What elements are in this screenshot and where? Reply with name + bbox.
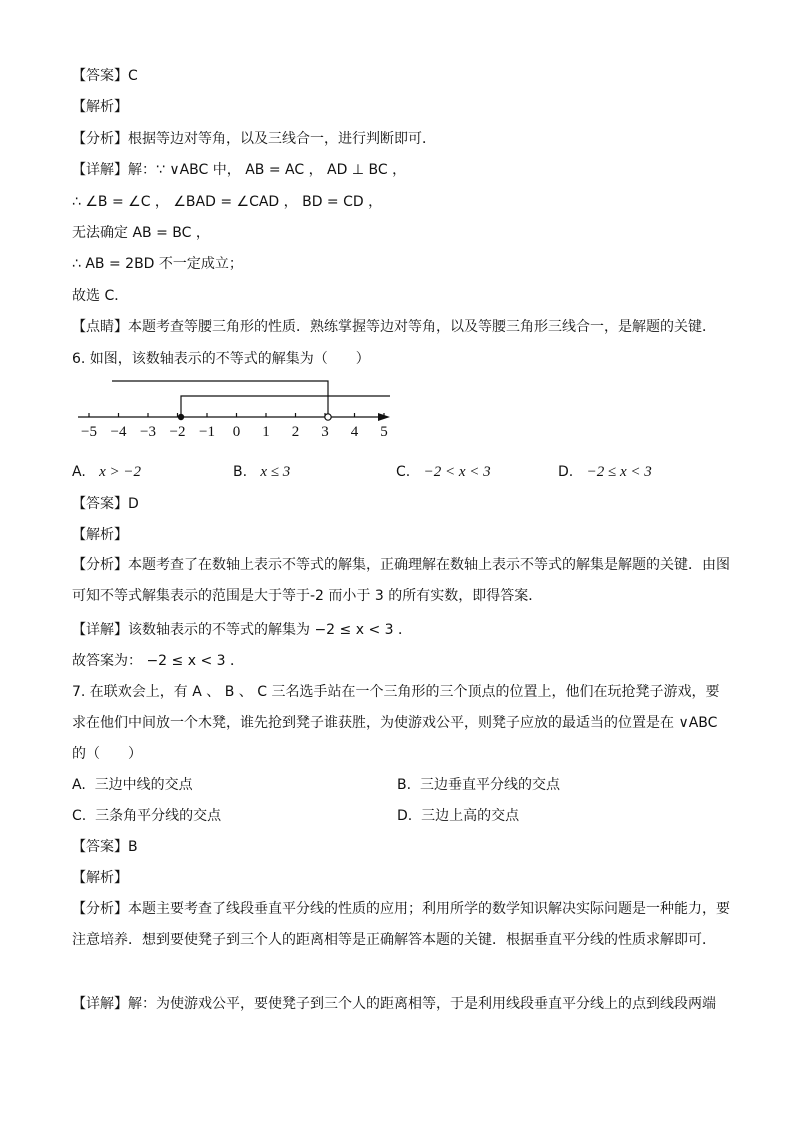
- q6-option-c-label: C.: [396, 464, 411, 480]
- tick-label: −5: [81, 424, 97, 440]
- tick-label: 4: [350, 424, 359, 440]
- q7-answer: 【答案】B: [72, 839, 138, 855]
- number-line-figure: [78, 374, 408, 444]
- q6-option-a-label: A.: [72, 464, 86, 480]
- tick-label: 5: [380, 424, 388, 440]
- q7-detail: 【详解】解：为使游戏公平，要使凳子到三个人的距离相等，于是利用线段垂直平分线上的点到线段两端: [72, 996, 716, 1012]
- q6-analysis-heading: 【解析】: [72, 527, 128, 543]
- solid-point-minus-2: [178, 414, 184, 420]
- open-point-3: [325, 414, 331, 420]
- q5-detail-line-5: 故选 C．: [72, 288, 129, 304]
- q5-answer: 【答案】C: [72, 68, 138, 84]
- q6-option-a-text: x > −2: [99, 464, 142, 480]
- q7-option-d-text: 三边上高的交点: [421, 808, 520, 824]
- q6-option-a[interactable]: [72, 462, 141, 482]
- q6-stem: 6. 如图，该数轴表示的不等式的解集为（ ）: [72, 351, 370, 367]
- tick-label: −4: [110, 424, 127, 440]
- q7-option-b-label: B.: [397, 777, 412, 793]
- q6-option-b[interactable]: [233, 462, 290, 482]
- q5-detail-line-1: 【详解】解：∵ ∨ABC 中， AB = AC ， AD ⊥ BC ，: [72, 162, 407, 178]
- q6-conclusion: 故答案为： −2 ≤ x < 3 ．: [72, 653, 244, 669]
- q7-option-b-text: 三边垂直平分线的交点: [419, 777, 560, 793]
- q5-detail-line-3: 无法确定 AB = BC ，: [72, 225, 210, 241]
- q5-analysis-heading: 【解析】: [72, 99, 128, 115]
- bracket-to-the-left-of-3: [112, 381, 328, 417]
- q7-option-a[interactable]: [72, 775, 193, 795]
- q5-detail-line-4: ∴ AB = 2BD 不一定成立；: [72, 256, 243, 272]
- tick-label: 3: [321, 424, 329, 440]
- tick-label: 0: [232, 424, 241, 440]
- q6-option-c-text: −2 < x < 3: [423, 464, 491, 480]
- q7-option-c[interactable]: [72, 806, 221, 826]
- q6-option-d-label: D.: [558, 464, 574, 480]
- q6-option-d-text: −2 ≤ x < 3: [586, 464, 652, 480]
- q5-detail-line-2: ∴ ∠B = ∠C ， ∠BAD = ∠CAD ， BD = CD ，: [72, 194, 383, 210]
- tick-label: −1: [199, 424, 215, 440]
- q7-option-c-label: C.: [72, 808, 87, 824]
- q7-fenxi: 【分析】本题主要考查了线段垂直平分线的性质的应用；利用所学的数学知识解决实际问题是一种能力，要注意培养．想到要使凳子到三个人的距离相等是正确解答本题的关键．根据垂直平分线的性质求解即可．: [72, 901, 730, 948]
- q6-option-b-text: x ≤ 3: [260, 464, 291, 480]
- q5-fenxi: 【分析】根据等边对等角，以及三线合一，进行判断即可．: [72, 131, 436, 147]
- tick-label: 2: [291, 424, 300, 440]
- q6-fenxi: 【分析】本题考查了在数轴上表示不等式的解集，正确理解在数轴上表示不等式的解集是解题的关键．由图可知不等式解集表示的范围是大于等于-2 而小于 3 的所有实数，即得答案．: [72, 557, 730, 604]
- q6-option-b-label: B.: [233, 464, 248, 480]
- q7-option-a-text: 三边中线的交点: [94, 777, 193, 793]
- q7-option-b[interactable]: [397, 775, 560, 795]
- tick-label: −2: [169, 424, 186, 440]
- q6-option-d[interactable]: [558, 462, 652, 482]
- q6-detail: 【详解】该数轴表示的不等式的解集为 −2 ≤ x < 3 ．: [72, 622, 412, 638]
- q7-stem: 7. 在联欢会上，有 A 、 B 、 C 三名选手站在一个三角形的三个顶点的位置上，他们在玩抢凳子游戏，要求在他们中间放一个木凳，谁先抢到凳子谁获胜，为使游戏公平，则凳子应放的最适当的位置是在 ∨ABC 的（ ）: [72, 684, 720, 762]
- q7-analysis-heading: 【解析】: [72, 870, 128, 886]
- bracket-to-the-right-of-minus-2: [181, 396, 390, 417]
- q7-option-d[interactable]: [397, 806, 519, 826]
- q5-dianjing: 【点睛】本题考查等腰三角形的性质．熟练掌握等边对等角，以及等腰三角形三线合一，是解题的关键．: [72, 319, 716, 335]
- q7-option-a-label: A.: [72, 777, 86, 793]
- tick-label: −3: [140, 424, 156, 440]
- q6-option-c[interactable]: [396, 462, 491, 482]
- q7-option-c-text: 三条角平分线的交点: [95, 808, 222, 824]
- tick-label: 1: [262, 424, 270, 440]
- q6-answer: 【答案】D: [72, 496, 139, 512]
- q7-option-d-label: D.: [397, 808, 413, 824]
